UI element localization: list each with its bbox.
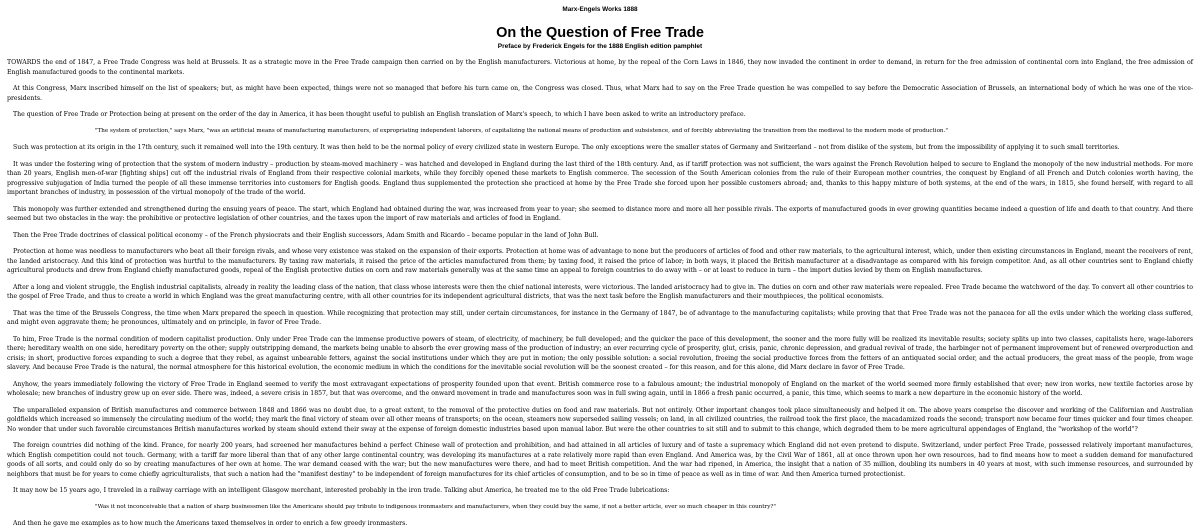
page-title: On the Question of Free Trade (496, 25, 704, 41)
block-quote: "Was it not inconceivable that a nation of sharp businessmen like the Americans should pay tribute to indigenous ironmasters and manufacturers, when they could buy the same, if not a better article, ever so much cheaper in this country?" (95, 503, 776, 510)
page-subtitle: Preface by Frederick Engels for the 1888 English edition pamphlet (497, 43, 703, 50)
paragraph: It was under the fostering wing of protection that the system of modern industry – production by steam-moved machinery – was hatched and developed in England during the last third of the 18th century. And, as if tariff protection was not sufficient, the wars against the French Revolution helped to secure to England the monopoly of the new industrial methods. For more than 20 years, English men-of-war [fighting ships] cut off the industrial rivals of England from their respective colonial markets, while they forcibly opened these markets to English commerce. The secession of the South American colonies from the rule of their European mother countries, the conquest by England of all French and Dutch colonies worth having, the progressive subjugation of India turned the people of all these immense territories into customers for English goods. England thus supplemented the protection she practiced at home by the Free Trade she forced upon her possible customers abroad; and, thanks to this happy mixture of both systems, at the end of the wars, in 1815, she found herself, with regard to all important branches of industry, in possession of the virtual monopoly of the trade of the world. (7, 160, 1193, 196)
paragraph: Anyhow, the years immediately following the victory of Free Trade in England seemed to verify the most extravagant expectations of prosperity founded upon that event. British commerce rose to a fabulous amount; the industrial monopoly of England on the market of the world seemed more firmly established that ever; new iron works, new textile factories arose by wholesale; new branches of industry grew up on ever side. There was, indeed, a severe crisis in 1857, but that was overcome, and the onward movement in trade and manufactures soon was in full swing again, until in 1866 a fresh panic occurred, a panic, this time, which seems to mark a new departure in the economic history of the world. (7, 380, 1193, 397)
paragraph: That was the time of the Brussels Congress, the time when Marx prepared the speech in question. While recognizing that protection may still, under certain circumstances, for instance in the Germany of 1847, be of advantage to the manufacturing capitalists; while proving that that Free Trade was not the panacea for all the evils under which the working class suffered, and might even aggravate them; he pronounces, ultimately and on principle, in favor of Free Trade. (7, 309, 1193, 326)
paragraph: This monopoly was further extended and strengthened during the ensuing years of peace. The start, which England had obtained during the war, was increased from year to year; she seemed to distance more and more all her possible rivals. The exports of manufactured goods in ever growing quantities became indeed a question of life and death to that country. And there seemed but two obstacles in the way: the prohibitive or protective legislation of other countries, and the taxes upon the import of raw materials and articles of food in England. (7, 205, 1193, 222)
paragraph: After a long and violent struggle, the English industrial capitalists, already in reality the leading class of the nation, that class whose interests were then the chief national interests, were victorious. The landed aristocracy had to give in. The duties on corn and other raw materials were repealed. Free Trade became the watchword of the day. To convert all other countries to the gospel of Free Trade, and thus to create a world in which England was the great manufacturing centre, with all other countries for its independent agricultural districts, that was the next task before the English manufacturers and their mouthpieces, the political economists. (7, 283, 1193, 300)
series-heading: Marx-Engels Works 1888 (562, 6, 638, 13)
paragraph: To him, Free Trade is the normal condition of modern capitalist production. Only under Free Trade can the immense productive powers of steam, of electricity, of machinery, be full developed; and the quicker the pace of this development, the sooner and the more fully will be realized its inevitable results; society splits up into two classes, capitalists here, wage-laborers there; hereditary wealth on one side, hereditary poverty on the other; supply outstripping demand, the markets being unable to absorb the ever growing mass of the production of industry; an ever recurring cycle of prosperity, glut, crisis, panic, chronic depression, and gradual revival of trade, the harbinger not of permanent improvement but of renewed overproduction and crisis; in short, productive forces expanding to such a degree that they rebel, as against unbearable fetters, against the social institutions under which they are put in motion; the only possible solution: a social revolution, freeing the social productive forces from the fetters of an antiquated social order, and the actual producers, the great mass of the people, from wage slavery. And because Free Trade is the natural, the normal atmosphere for this historical evolution, the economic medium in which the conditions for the inevitable social revolution will be the soonest created – for this reason, and for this alone, did Marx declare in favor of Free Trade. (7, 335, 1193, 371)
paragraph: And then he gave me examples as to how much the Americans taxed themselves in order to enrich a few greedy ironmasters. (13, 520, 408, 527)
block-quote: "The system of protection," says Marx, "was an artificial means of manufacturing manufacturers, of expropriating independent laborers, of capitalizing the national means of production and subsistence, and of forcibly abbreviating the transition from the medieval to the modern mode of production." (95, 127, 948, 134)
paragraph: Then the Free Trade doctrines of classical political economy – of the French physiocrats and their English successors, Adam Smith and Ricardo – became popular in the land of John Bull. (13, 231, 599, 239)
paragraph: The question of Free Trade or Protection being at present on the order of the day in America, it has been thought useful to publish an English translation of Marx's speech, to which I have been asked to write an introductory preface. (13, 111, 746, 118)
paragraph: The foreign countries did nothing of the kind. France, for nearly 200 years, had screened her manufactures behind a perfect Chinese wall of protection and prohibition, and had attained in all articles of luxury and of taste a supremacy which England did not even pretend to dispute. Switzerland, under perfect Free Trade, possessed relatively important manufactures, which English competition could not touch. Germany, with a tariff far more liberal than that of any other large continental country, was developing its manufactures at a rate relatively more rapid than even England. And America was, by the Civil War of 1861, all at once thrown upon her own resources, had to find means how to meet a sudden demand for manufactured goods of all sorts, and could only do so by creating manufactures of her own at home. The war demand ceased with the war; but the new manufactures were there, and had to meet British competition. And the war had ripened, in America, the insight that a nation of 35 million, doubling its numbers in 40 years at most, with such immense resources, and surrounded by neighbors that must be for years to come chiefly agriculturalists, that such a nation had the "manifest destiny" to be independent of foreign manufactures for its chief articles of consumption, and to be so in time of peace as well as in time of war. And then America turned protectionist. (7, 442, 1193, 478)
paragraph: TOWARDS the end of 1847, a Free Trade Congress was held at Brussels. It as a strategic move in the Free Trade campaign then carried on by the English manufacturers. Victorious at home, by the repeal of the Corn Laws in 1846, they now invaded the continent in order to demand, in return for the free admission of continental corn into England, the free admission of English manufactured goods to the continental markets. (7, 59, 1193, 76)
paragraph: At this Congress, Marx inscribed himself on the list of speakers; but, as might have been expected, things were not so managed that before his turn came on, the Congress was closed. Thus, what Marx had to say on the Free Trade question he was compelled to say before the Democratic Association of Brussels, an international body of which he was one of the vice-presidents. (7, 85, 1193, 102)
article-body (7, 58, 1193, 529)
paragraph: It may now be 15 years ago, I traveled in a railway carriage with an intelligent Glasgow merchant, interested probably in the iron trade. Talking abut America, he treated me to the old Free Trade lubrications: (13, 487, 670, 494)
paragraph: Such was protection at its origin in the 17th century, such it remained well into the 19th century. It was then held to be the normal policy of every civilized state in western Europe. The only exceptions were the smaller states of Germany and Switzerland – not from dislike of the system, but from the impossibility of applying it to such small territories. (13, 144, 1120, 151)
paragraph: Protection at home was needless to manufacturers who beat all their foreign rivals, and whose very existence was staked on the expansion of their exports. Protection at home was of advantage to none but the producers of articles of food and other raw materials, to the agricultural interest, which, under then existing circumstances in England, meant the receivers of rent, the landed aristocracy. And this kind of protection was hurtful to the manufacturers. By taxing raw materials, it raised the price of the articles manufactured from them; by taxing food, it raised the price of labor; in both ways, it placed the British manufacturer at a disadvantage as compared with his foreign competitor. And, as all other countries sent to England chiefly agricultural products and drew from England chiefly manufactured goods, repeal of the English protective duties on corn and raw materials generally was at the same time an appeal to foreign countries to do away with – or at least to reduce in turn – the import duties levied by them on English manufactures. (7, 248, 1193, 274)
paragraph: The unparalleled expansion of British manufactures and commerce between 1848 and 1866 was no doubt due, to a great extent, to the removal of the protective duties on food and raw materials. But not entirely. Other important changes took place simultaneously and helped it on. The above years comprise the discover and working of the Californian and Australian goldfields which increased so immensely the circulating medium of the world; they mark the final victory of steam over all other means of transports; on the ocean, steamers now superseded sailing vessels; on land, in all civilized countries, the railroad took the first place, the macadamized roads the second; transport now became four times quicker and four times cheaper. No wonder that under such favorable circumstances British manufactures worked by steam should extend their sway at the expense of foreign domestic industries based upon manual labor. But were the other countries to sit still and to submit to this change, which degraded them to be mere agricultural appendages of England, the "workshop of the world"? (7, 406, 1193, 433)
